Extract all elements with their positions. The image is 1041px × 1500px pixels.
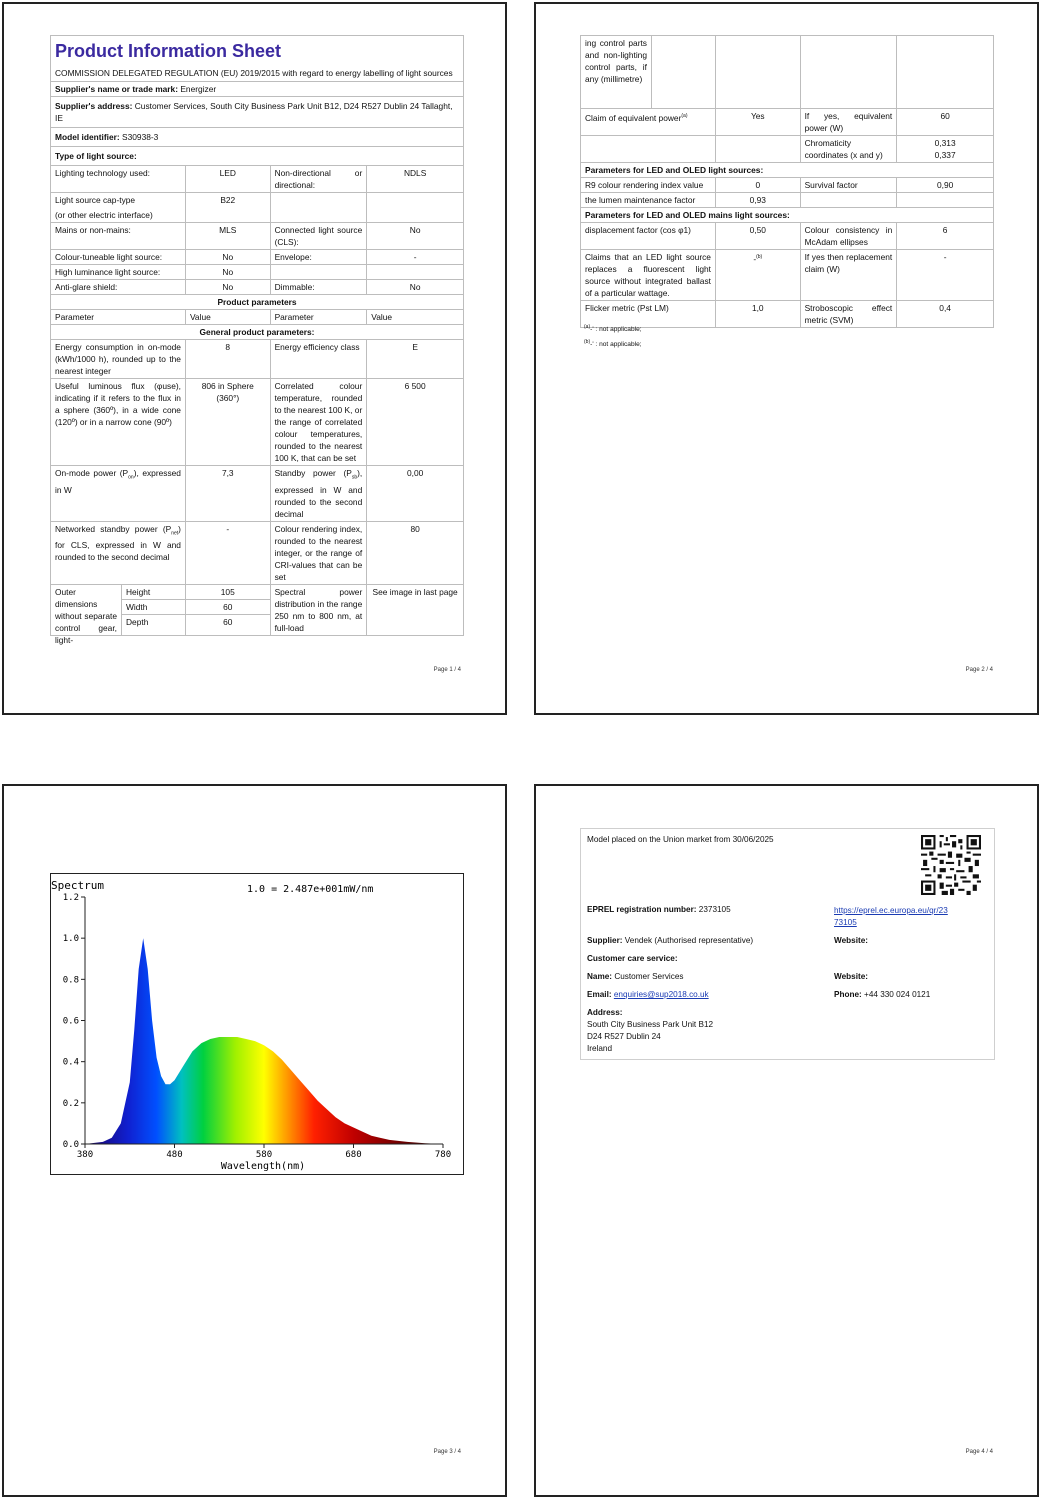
flicker-metric-value: 1,0 bbox=[715, 301, 800, 328]
equivalent-power-claim-value: Yes bbox=[715, 109, 800, 136]
supplier-row bbox=[587, 936, 753, 945]
eprel-row bbox=[587, 905, 731, 914]
luminous-flux-label: Useful luminous flux (φuse), indicating if it refers to the flux in a sphere (360º), in a wide cone (120º) or in a narrow cone (90º) bbox=[51, 379, 186, 466]
document-page-1 bbox=[2, 2, 507, 715]
col-parameter-1: Parameter bbox=[51, 310, 186, 325]
envelope-label: Envelope: bbox=[270, 250, 367, 265]
spectrum-chart bbox=[50, 873, 464, 1175]
document-page-3 bbox=[2, 784, 507, 1497]
page-number: Page 1 / 4 bbox=[433, 667, 461, 673]
cap-label: Light source cap-type bbox=[55, 195, 136, 205]
supplier-label: Supplier: bbox=[587, 936, 623, 945]
website-label-2: Website: bbox=[834, 972, 868, 981]
equivalent-power-claim-label: Claim of equivalent power$^{(a)}$ bbox=[581, 109, 716, 136]
cls-label: Connected light source (CLS): bbox=[270, 223, 367, 250]
colour-consistency-label: Colour consistency in McAdam ellipses bbox=[800, 223, 897, 250]
chromaticity-label: Chromaticity coordinates (x and y) bbox=[800, 136, 897, 163]
tuneable-label: Colour-tuneable light source: bbox=[51, 250, 186, 265]
height-label: Height bbox=[122, 585, 185, 600]
email-link[interactable]: enquiries@sup2018.co.uk bbox=[613, 990, 709, 999]
name-row bbox=[587, 972, 683, 981]
high-luminance-value: No bbox=[185, 265, 270, 280]
chart-subtitle: 1.0 = 2.487e+001mW/nm bbox=[247, 884, 374, 895]
directional-label: Non-directional or directional: bbox=[270, 166, 367, 193]
survival-factor-value: 0,90 bbox=[897, 178, 994, 193]
x-axis-label: Wavelength(nm) bbox=[220, 1161, 306, 1172]
cls-value: No bbox=[367, 223, 464, 250]
dimensions-label-continued: ing control parts and non-lighting control parts, if any (millimetre) bbox=[581, 36, 652, 108]
customer-care-heading: Customer care service: bbox=[587, 954, 678, 963]
y-tick-label: 1.0 bbox=[62, 934, 79, 945]
page-number: Page 4 / 4 bbox=[965, 1449, 993, 1455]
spectral-distribution-value: See image in last page bbox=[367, 584, 464, 635]
supplier-label: Supplier's name or trade mark: bbox=[55, 84, 179, 94]
height-value: 105 bbox=[186, 585, 270, 600]
fluorescent-replacement-claim-value: -$^{(b)}$ bbox=[715, 250, 800, 301]
y-tick-label: 1.2 bbox=[62, 893, 79, 903]
replacement-claim-label: If yes then replacement claim (W) bbox=[800, 250, 897, 301]
document-page-2 bbox=[534, 2, 1039, 715]
y-tick-label: 0.2 bbox=[62, 1098, 79, 1109]
address-line-3: Ireland bbox=[587, 1044, 613, 1053]
displacement-factor-label: displacement factor (cos φ1) bbox=[581, 223, 716, 250]
cap-label-2: (or other electric interface) bbox=[55, 210, 153, 220]
y-tick-label: 0.4 bbox=[62, 1057, 79, 1068]
lumen-maintenance-value: 0,93 bbox=[715, 193, 800, 208]
cri-label: Colour rendering index, rounded to the nearest integer, or the range of CRI-values that can be set bbox=[270, 521, 367, 584]
envelope-value: - bbox=[367, 250, 464, 265]
high-luminance-label: High luminance light source: bbox=[51, 265, 186, 280]
standby-power-value: 0,00 bbox=[367, 466, 464, 522]
lighting-tech-value: LED bbox=[185, 166, 270, 193]
eprel-link[interactable]: https://eprel.ec.europa.eu/qr/23 73105 bbox=[834, 906, 948, 927]
email-row bbox=[587, 990, 709, 999]
lighting-tech-label: Lighting technology used: bbox=[51, 166, 186, 193]
col-value-2: Value bbox=[367, 310, 464, 325]
website-label: Website: bbox=[834, 936, 868, 945]
y-tick-label: 0.0 bbox=[62, 1140, 79, 1150]
eprel-value: 2373105 bbox=[698, 905, 731, 914]
x-tick-label: 780 bbox=[434, 1150, 452, 1160]
replacement-claim-value: - bbox=[897, 250, 994, 301]
name-label: Name: bbox=[587, 972, 613, 981]
eprel-label: EPREL registration number: bbox=[587, 905, 697, 914]
led-parameters-heading: Parameters for LED and OLED light sources: bbox=[581, 163, 994, 178]
dimmable-label: Dimmable: bbox=[270, 280, 367, 295]
depth-value: 60 bbox=[223, 616, 233, 627]
phone-row bbox=[834, 990, 930, 999]
on-mode-power-value: 7,3 bbox=[185, 466, 270, 522]
cct-value: 6 500 bbox=[367, 379, 464, 466]
fluorescent-replacement-claim-label: Claims that an LED light source replaces a fluorescent light source without integrated ballast of a particular wattage. bbox=[581, 250, 716, 301]
width-value: 60 bbox=[186, 600, 270, 615]
type-heading: Type of light source: bbox=[51, 147, 464, 166]
chart-title: Spectrum bbox=[51, 879, 104, 892]
spectrum-chart-svg bbox=[51, 874, 463, 1174]
mains-value: MLS bbox=[185, 223, 270, 250]
y-tick-label: 0.8 bbox=[62, 975, 79, 986]
address-label: Address: bbox=[587, 1008, 623, 1017]
x-tick-label: 680 bbox=[345, 1150, 362, 1160]
stroboscopic-value: 0,4 bbox=[897, 301, 994, 328]
x-tick-label: 380 bbox=[76, 1150, 94, 1160]
r9-value: 0 bbox=[715, 178, 800, 193]
led-mains-parameters-heading: Parameters for LED and OLED mains light sources: bbox=[581, 208, 994, 223]
sheet-title: Product Information Sheet bbox=[55, 41, 282, 61]
x-tick-label: 580 bbox=[255, 1150, 273, 1160]
displacement-factor-value: 0,50 bbox=[715, 223, 800, 250]
address-line-2: D24 R527 Dublin 24 bbox=[587, 1032, 661, 1041]
product-info-table-continued bbox=[580, 35, 994, 328]
cct-label: Correlated colour temperature, rounded to the nearest 100 K, or the range of correlated colour temperatures, rounded to the nearest 100 K, that can be set bbox=[270, 379, 367, 466]
r9-label: R9 colour rendering index value bbox=[581, 178, 716, 193]
footnote-b: $^{(b)}$-' : not applicable; bbox=[584, 339, 642, 349]
survival-factor-label: Survival factor bbox=[800, 178, 897, 193]
cri-value: 80 bbox=[367, 521, 464, 584]
cap-value: B22 bbox=[185, 193, 270, 223]
dimmable-value: No bbox=[367, 280, 464, 295]
anti-glare-label: Anti-glare shield: bbox=[51, 280, 186, 295]
supplier-info-box bbox=[580, 828, 995, 1060]
anti-glare-value: No bbox=[185, 280, 270, 295]
lumen-maintenance-label: the lumen maintenance factor bbox=[581, 193, 716, 208]
networked-standby-value: - bbox=[185, 521, 270, 584]
networked-standby-label: Networked standby power $(P_{net})$ for CLS, expressed in W and rounded to the second decimal bbox=[51, 521, 186, 584]
chromaticity-x: 0,313 bbox=[934, 138, 956, 148]
general-parameters-heading: General product parameters: bbox=[51, 325, 464, 340]
outer-dimensions-label: Outer dimensions without separate control gear, light- bbox=[51, 585, 122, 635]
phone-label: Phone: bbox=[834, 990, 862, 999]
efficiency-class-value: E bbox=[367, 340, 464, 379]
supplier-value: Vendek (Authorised representative) bbox=[624, 936, 754, 945]
mains-label: Mains or non-mains: bbox=[51, 223, 186, 250]
efficiency-class-label: Energy efficiency class bbox=[270, 340, 367, 379]
luminous-flux-value: 806 in Sphere (360°) bbox=[185, 379, 270, 466]
stroboscopic-label: Stroboscopic effect metric (SVM) bbox=[800, 301, 897, 328]
document-page-4 bbox=[534, 784, 1039, 1497]
market-date-text: Model placed on the Union market from 30/06/2025 bbox=[587, 835, 774, 844]
flicker-metric-label: Flicker metric (Pst LM) bbox=[581, 301, 716, 328]
address-value: Customer Services, South City Business Park Unit B12, D24 R527 Dublin 24 Tallaght, IE bbox=[55, 101, 453, 123]
on-mode-power-label: On-mode power $(P_{on})$, expressed in W bbox=[51, 466, 186, 522]
energy-consumption-label: Energy consumption in on-mode (kWh/1000 h), rounded up to the nearest integer bbox=[51, 340, 186, 379]
col-parameter-2: Parameter bbox=[270, 310, 367, 325]
footnote-a: $^{(a)}$-' : not applicable; bbox=[584, 324, 642, 334]
product-parameters-heading: Product parameters bbox=[51, 295, 464, 310]
supplier-value: Energizer bbox=[180, 84, 217, 94]
width-label: Width bbox=[122, 600, 185, 615]
y-tick-label: 0.6 bbox=[62, 1016, 79, 1027]
page-number: Page 2 / 4 bbox=[965, 667, 993, 673]
model-label: Model identifier: bbox=[55, 132, 120, 142]
equivalent-power-label: If yes, equivalent power (W) bbox=[800, 109, 897, 136]
energy-consumption-value: 8 bbox=[185, 340, 270, 379]
regulation-text: COMMISSION DELEGATED REGULATION (EU) 2019/2015 with regard to energy labelling of light sources bbox=[55, 68, 453, 78]
colour-consistency-value: 6 bbox=[897, 223, 994, 250]
phone-value: +44 330 024 0121 bbox=[864, 990, 931, 999]
address-label: Supplier's address: bbox=[55, 101, 133, 111]
page-number: Page 3 / 4 bbox=[433, 1449, 461, 1455]
address-line-1: South City Business Park Unit B12 bbox=[587, 1020, 714, 1029]
spectrum-area bbox=[85, 938, 443, 1144]
directional-value: NDLS bbox=[367, 166, 464, 193]
depth-label: Depth bbox=[126, 616, 149, 627]
standby-power-label: Standby power $(P_{sb})$, expressed in W and rounded to the second decimal bbox=[270, 466, 367, 522]
tuneable-value: No bbox=[185, 250, 270, 265]
model-value: S30938-3 bbox=[122, 132, 159, 142]
col-value-1: Value bbox=[185, 310, 270, 325]
email-label: Email: bbox=[587, 990, 612, 999]
name-value: Customer Services bbox=[614, 972, 684, 981]
equivalent-power-value: 60 bbox=[897, 109, 994, 136]
spectral-distribution-label: Spectral power distribution in the range 250 nm to 800 nm, at full-load bbox=[270, 584, 367, 635]
chromaticity-y: 0,337 bbox=[934, 150, 956, 160]
x-tick-label: 480 bbox=[166, 1150, 183, 1160]
qr-code-icon bbox=[921, 835, 981, 895]
product-info-table bbox=[50, 35, 464, 645]
